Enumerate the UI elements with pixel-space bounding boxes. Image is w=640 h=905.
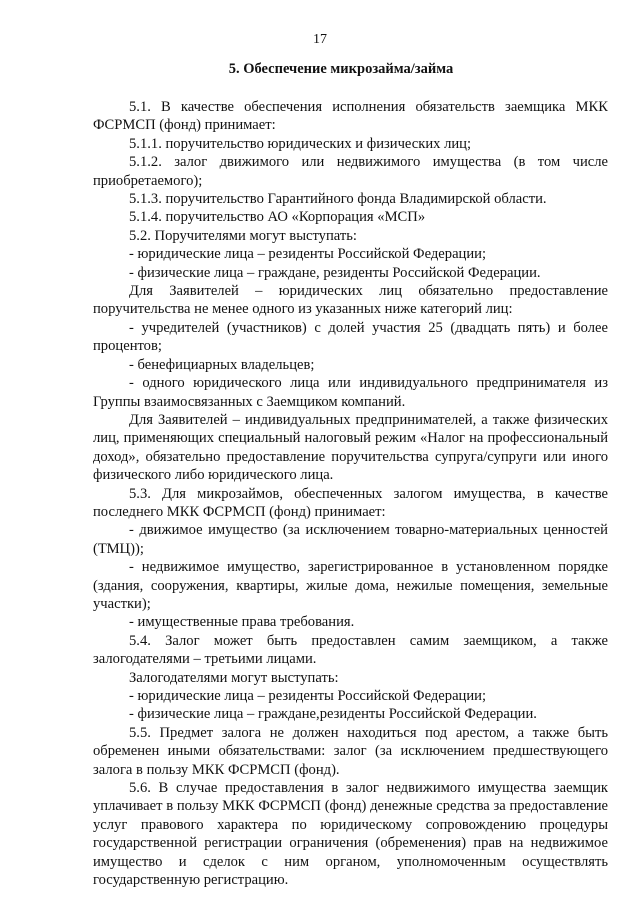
list-item: - юридические лица – резиденты Российской Федерации; [129,688,487,704]
list-item: - бенефициарных владельцев; [129,356,315,373]
paragraph-5-5: 5.5. Предмет залога не должен находиться под арестом, а также быть обременен иными обязательствами: залог (за исключением предшествующего залога в пользу МКК ФСРМСП (фонд). [93,724,608,778]
paragraph-pledgers: Залогодателями могут выступать: [129,669,339,686]
list-item: - движимое имущество (за исключением товарно-материальных ценностей (ТМЦ)); [93,522,608,557]
paragraph-5-1-3: 5.1.3. поручительство Гарантийного фонда Владимирской области. [129,191,547,208]
paragraph-5-1-4: 5.1.4. поручительство АО «Корпорация «МСП» [129,209,426,226]
section-title: 5. Обеспечение микрозайма/займа [228,61,454,77]
paragraph-5-1-1: 5.1.1. поручительство юридических и физических лиц; [129,135,472,152]
paragraph-5-3: 5.3. Для микрозаймов, обеспеченных залогом имущества, в качестве последнего МКК ФСРМСП (фонд) принимает: [93,485,608,520]
paragraph-individual-entrepreneurs: Для Заявителей – индивидуальных предпринимателей, а также физических лиц, применяющих специальный налоговый режим «Налог на профессиональный доход», обязательно предоставление поручительства супруга/супруги или иного физического либо юридического лица. [93,411,608,484]
list-item: - имущественные права требования. [129,614,355,631]
list-item: - одного юридического лица или индивидуального предпринимателя из Группы взаимосвязанных с Заемщиком компаний. [93,375,608,410]
list-item: - физические лица – граждане,резиденты Российской Федерации. [129,706,537,723]
document-body [93,98,608,889]
list-item: - недвижимое имущество, зарегистрированное в установленном порядке (здания, сооружения, квартиры, жилые дома, нежилые помещения, земельные участки); [93,559,608,612]
list-item: - учредителей (участников) с долей участия 25 (двадцать пять) и более процентов; [93,319,608,355]
paragraph-5-2: 5.2. Поручителями могут выступать: [129,227,357,244]
paragraph-legal-entities: Для Заявителей – юридических лиц обязательно предоставление поручительства не менее одного из указанных ниже категорий лиц: [93,283,608,318]
list-item: - физические лица – граждане, резиденты Российской Федерации. [129,264,541,281]
paragraph-5-4: 5.4. Залог может быть предоставлен самим заемщиком, а также залогодателями – третьими лицами. [93,632,608,668]
paragraph-5-1: 5.1. В качестве обеспечения исполнения обязательств заемщика МКК ФСРМСП (фонд) принимает: [93,99,608,134]
paragraph-5-6: 5.6. В случае предоставления в залог недвижимого имущества заемщик уплачивает в пользу МКК ФСРМСП (фонд) денежные средства за предоставление услуг правового характера по юридическому сопровождению процедуры государственной регистрации ограничения (обременения) прав на недвижимое имущество и сделок с ним органом, уполномоченным осуществлять государственную регистрацию. [93,780,608,889]
page-number: 17 [313,32,327,47]
paragraph-5-1-2: 5.1.2. залог движимого или недвижимого имущества (в том числе приобретаемого); [93,154,608,189]
list-item: - юридические лица – резиденты Российской Федерации; [129,246,487,263]
